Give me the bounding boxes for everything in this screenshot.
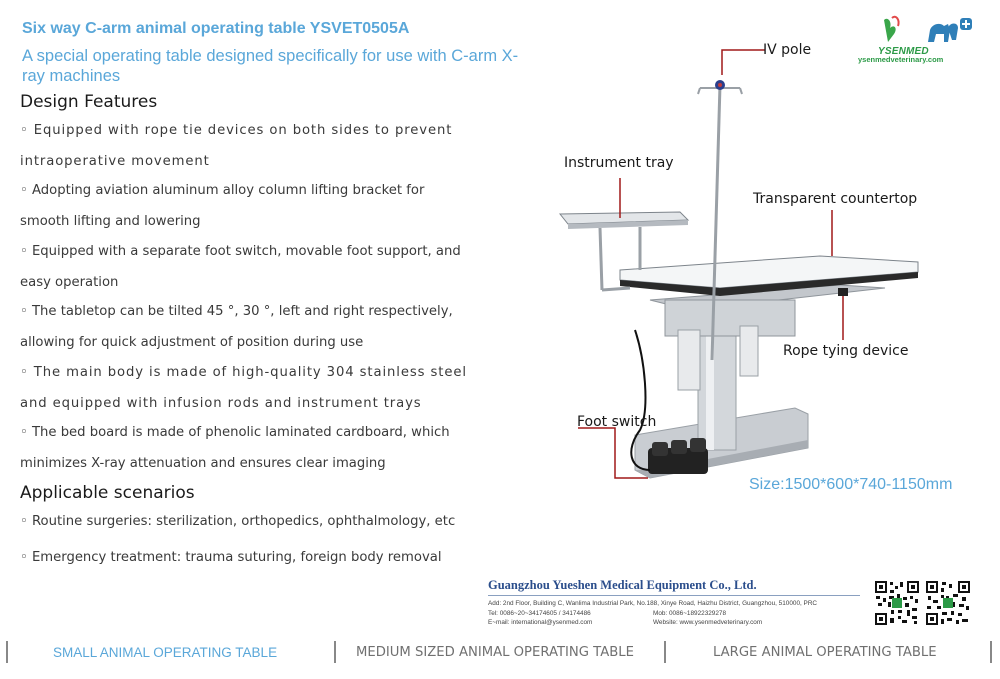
feature-item: ◦ The bed board is made of phenolic laminated cardboard, which minimizes X-ray attenuation and ensures clear imaging xyxy=(20,425,450,471)
footer-link-medium-animal[interactable]: MEDIUM SIZED ANIMAL OPERATING TABLE xyxy=(356,645,634,660)
footer-divider xyxy=(664,641,666,663)
instrument-tray-label: Instrument tray xyxy=(564,155,674,171)
feature-item: ◦ The tabletop can be tilted 45 °, 30 °, left and right respectively, allowing for quick adjustment of position during use xyxy=(20,304,453,350)
qr-code-icon xyxy=(874,580,920,626)
footer-link-small-animal[interactable]: SMALL ANIMAL OPERATING TABLE xyxy=(53,645,278,660)
company-divider xyxy=(488,595,860,596)
scenario-item: ◦ Emergency treatment: trauma suturing, foreign body removal xyxy=(20,550,442,565)
size-label: Size:1500*600*740-1150mm xyxy=(749,476,953,493)
company-address: Add: 2nd Floor, Building C, Wanlima Industrial Park, No.188, Xinye Road, Haizhu District, Guangzhou, 510000, PRC xyxy=(488,600,818,607)
page-title: Six way C-arm animal operating table YSVET0505A xyxy=(22,20,410,37)
scenario-item: ◦ Routine surgeries: sterilization, orthopedics, ophthalmology, etc xyxy=(20,514,456,529)
iv-pole-label: IV pole xyxy=(763,42,812,58)
company-tel: Tel: 0086~20~34174605 / 34174486 xyxy=(488,610,591,617)
company-email: E~mail: international@ysenmed.com xyxy=(488,619,593,626)
scenarios-heading: Applicable scenarios xyxy=(20,483,195,503)
footer-divider xyxy=(334,641,336,663)
rope-tying-label: Rope tying device xyxy=(783,343,909,359)
brand-name: YSENMED xyxy=(878,46,929,57)
page-subtitle: A special operating table designed specifically for use with C-arm X-ray machines xyxy=(22,47,519,85)
feature-item: ◦ The main body is made of high-quality 304 stainless steel and equipped with infusion rods and instrument trays xyxy=(20,365,467,411)
qr-code-icon xyxy=(925,580,971,626)
footer-divider xyxy=(990,641,992,663)
company-mob: Mob: 0086~18922329278 xyxy=(653,610,727,617)
footer-link-large-animal[interactable]: LARGE ANIMAL OPERATING TABLE xyxy=(713,645,937,660)
brand-url: ysenmedveterinary.com xyxy=(858,55,944,64)
design-features-heading: Design Features xyxy=(20,92,158,112)
feature-item: ◦ Adopting aviation aluminum alloy column lifting bracket for smooth lifting and lowering xyxy=(20,183,425,229)
footer-divider xyxy=(6,641,8,663)
feature-item: ◦ Equipped with a separate foot switch, movable foot support, and easy operation xyxy=(20,244,461,290)
company-website: Website: www.ysenmedveterinary.com xyxy=(653,619,763,626)
feature-item: ◦ Equipped with rope tie devices on both sides to prevent intraoperative movement xyxy=(20,123,453,169)
countertop-label: Transparent countertop xyxy=(753,191,918,207)
company-name: Guangzhou Yueshen Medical Equipment Co., Ltd. xyxy=(488,578,757,592)
foot-switch-label: Foot switch xyxy=(577,414,657,430)
